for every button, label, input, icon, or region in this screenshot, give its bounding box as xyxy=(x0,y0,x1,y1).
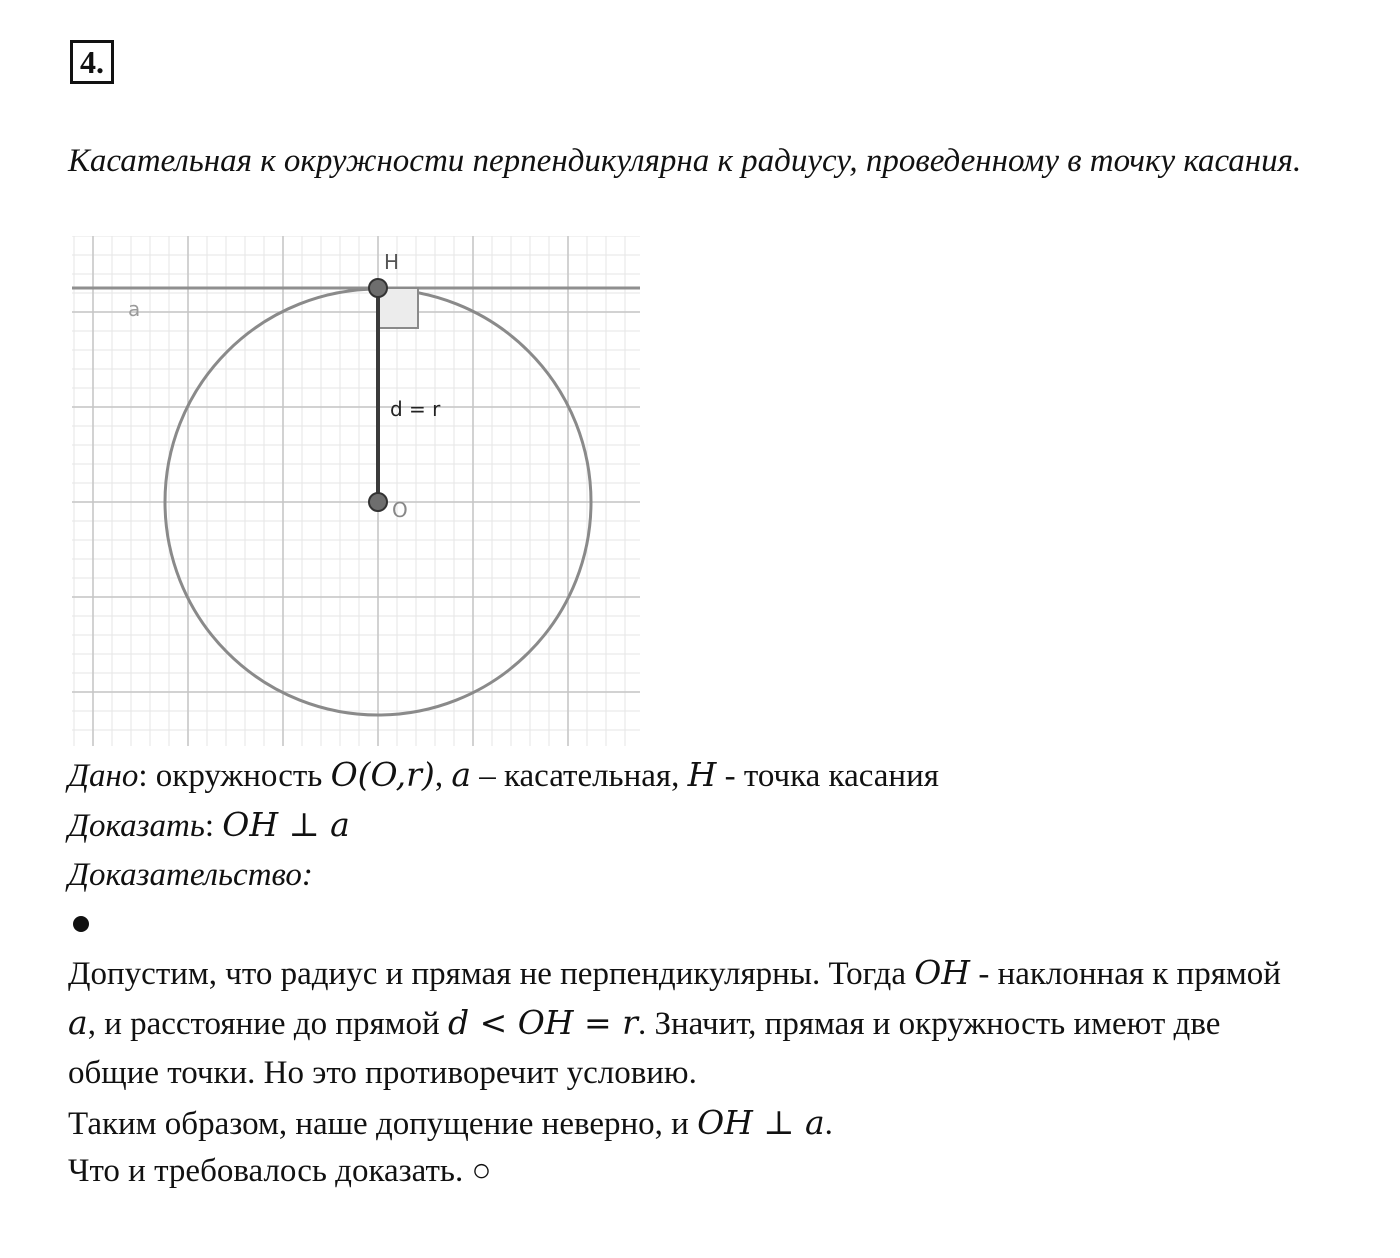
proof-math: d < OH = r xyxy=(447,1003,638,1042)
geometry-figure xyxy=(72,236,640,746)
proof-line-2 xyxy=(68,998,1220,1049)
theorem-statement: Касательная к окружности перпендикулярна к радиусу, проведенному в точку касания. xyxy=(68,143,1302,179)
proof-text: Допустим, что радиус и прямая не перпендикулярны. Тогда xyxy=(68,956,915,992)
prove-math: OH ⊥ a xyxy=(222,805,350,844)
label-o: O xyxy=(392,498,408,522)
proof-math: OH xyxy=(914,953,971,992)
grid-major xyxy=(72,236,640,746)
point-o xyxy=(369,493,387,511)
given-math-circle: O(O,r) xyxy=(330,755,435,794)
prove-text-1: : xyxy=(204,808,223,844)
given-math-a: a xyxy=(451,755,471,794)
prove-label: Доказать xyxy=(68,808,205,844)
label-h: H xyxy=(384,250,400,274)
given-text-1: : окружность xyxy=(138,758,331,794)
given-math-h: H xyxy=(687,755,717,794)
label-d-equals-r: d = r xyxy=(390,397,441,421)
prove-line xyxy=(68,800,350,851)
proof-math: a xyxy=(68,1003,88,1042)
bullet-point xyxy=(73,916,89,932)
given-text-2: , xyxy=(434,758,452,794)
proof-text: Таким образом, наше допущение неверно, и xyxy=(68,1106,698,1142)
point-h xyxy=(369,279,387,297)
qed-line: Что и требовалось доказать. ○ xyxy=(68,1153,492,1189)
given-text-3: – касательная, xyxy=(471,758,688,794)
proof-label: Доказательство: xyxy=(68,857,313,893)
problem-number: 4. xyxy=(70,40,114,84)
proof-line-3: общие точки. Но это противоречит условию. xyxy=(68,1055,697,1091)
proof-text: . Значит, прямая и окружность имеют две xyxy=(637,1006,1221,1042)
given-line xyxy=(68,750,939,801)
label-a: a xyxy=(128,297,141,321)
proof-text: - наклонная к прямой xyxy=(970,956,1281,992)
proof-text: . xyxy=(824,1106,833,1142)
figure-canvas xyxy=(72,236,640,746)
given-label: Дано xyxy=(68,758,139,794)
proof-math: OH ⊥ a xyxy=(697,1103,825,1142)
proof-text: , и расстояние до прямой xyxy=(87,1006,448,1042)
proof-line-1 xyxy=(68,948,1281,999)
given-text-4: - точка касания xyxy=(716,758,939,794)
conclusion-line xyxy=(68,1098,833,1149)
